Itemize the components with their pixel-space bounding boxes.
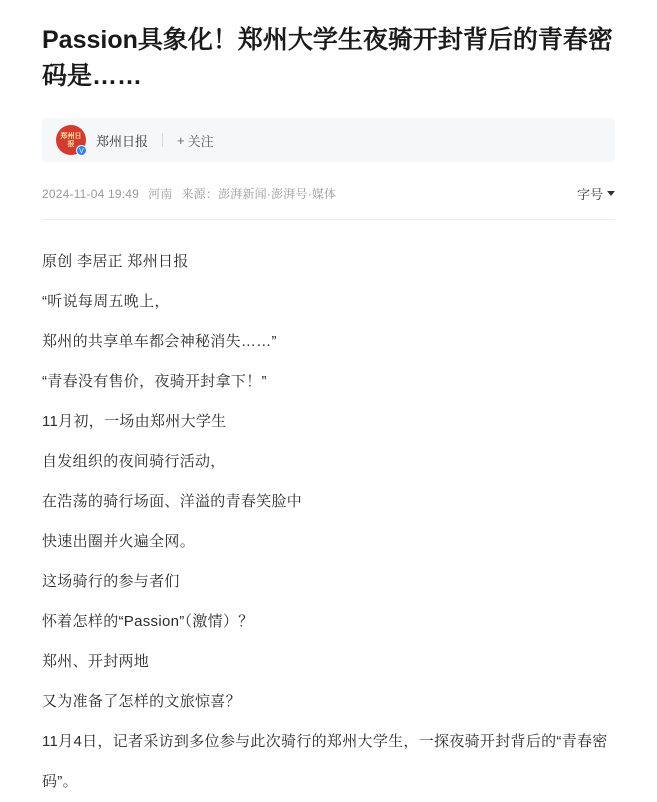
follow-button-label: 关注 [187,133,214,149]
article-paragraph: 又为准备了怎样的文旅惊喜？ [42,693,241,710]
article-paragraph: “青春没有售价，夜骑开封拿下！” [42,373,267,390]
chevron-down-icon [607,191,615,196]
article-paragraph: 11月4日，记者采访到多位参与此次骑行的郑州大学生，一探夜骑开封背后的“青春密码”。 [42,733,608,790]
article-paragraph: 原创 李居正 郑州日报 [42,253,189,270]
article-paragraph: 郑州、开封两地 [42,653,150,670]
avatar[interactable] [56,125,86,155]
meta-row [42,184,615,203]
plus-icon: + [177,132,185,148]
article-paragraph: 郑州的共享单车都会神秘消失……” [42,333,277,350]
article-body [42,242,615,802]
publish-datetime: 2024-11-04 19:49 [42,186,140,201]
font-size-button[interactable] [577,184,615,203]
page-title: Passion具象化！郑州大学生夜骑开封背后的青春密码是…… [42,26,613,90]
article-paragraph: 11月初，一场由郑州大学生 [42,413,227,430]
article-meta [42,185,336,202]
publish-source: 来源：澎湃新闻·澎湃号·媒体 [181,187,337,201]
source-name[interactable]: 郑州日报 [96,133,149,149]
header-divider [42,219,615,220]
source-card [42,118,615,162]
article-paragraph: 在浩荡的骑行场面、洋溢的青春笑脸中 [42,493,303,510]
article-paragraph: 怀着怎样的“Passion”（激情）？ [42,613,254,630]
publish-region: 河南 [148,187,173,201]
avatar-image: 郑州日报 [56,125,86,155]
article-paragraph: 这场骑行的参与者们 [42,573,180,590]
article-paragraph: 快速出圈并火遍全网。 [42,533,196,550]
article-paragraph: “听说每周五晚上， [42,293,170,310]
divider [162,133,163,147]
font-size-label: 字号 [576,187,603,202]
article-paragraph: 自发组织的夜间骑行活动， [42,453,226,470]
follow-button[interactable] [177,131,214,150]
verified-badge-icon: V [76,145,87,156]
